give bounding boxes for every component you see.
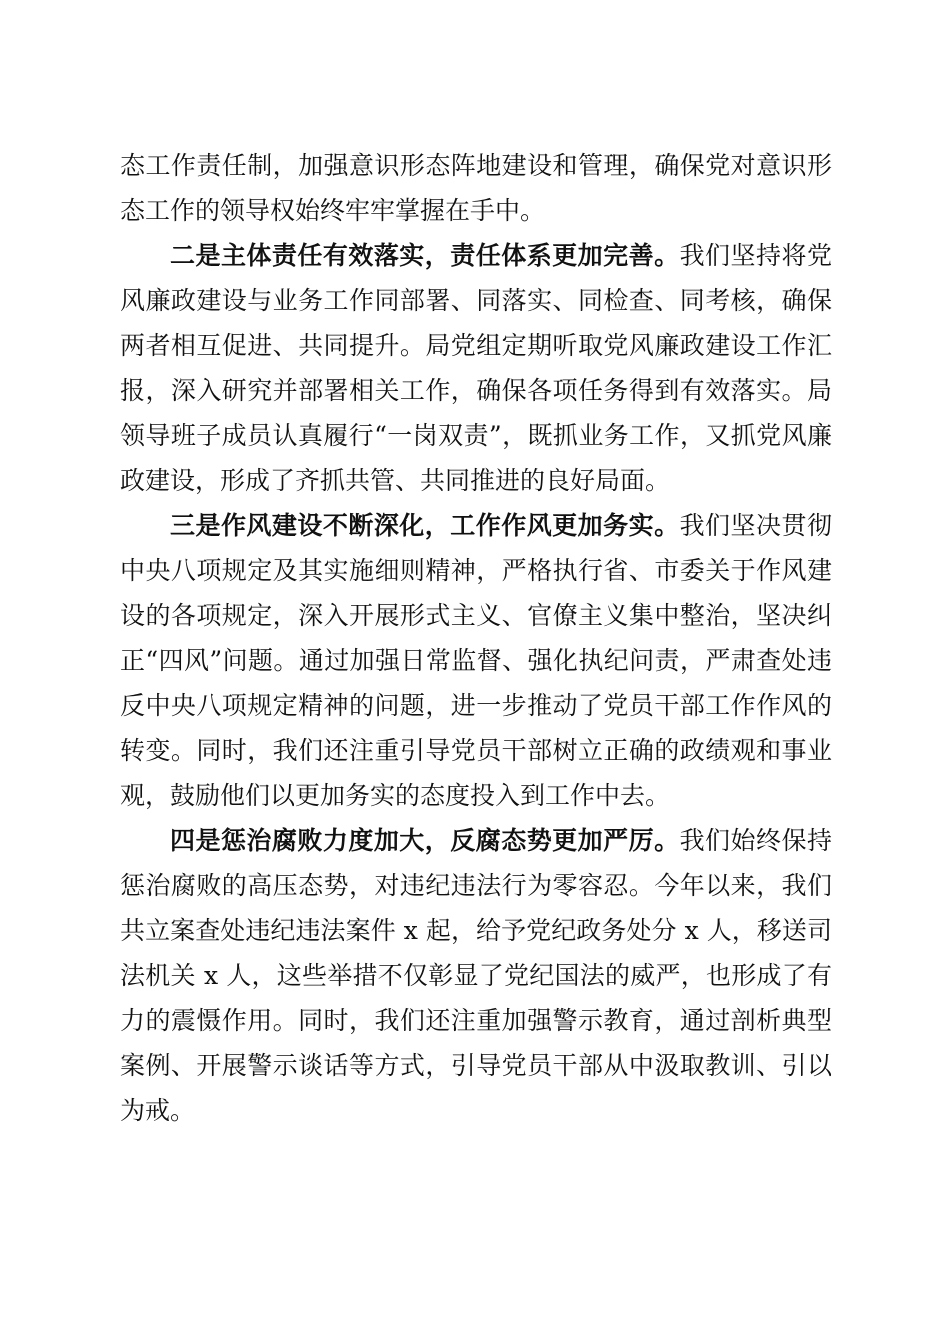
paragraph-heading: 四是惩治腐败力度加大，反腐态势更加严厉。 xyxy=(170,826,680,855)
paragraph-anti-corruption xyxy=(120,818,832,1133)
paragraph-heading: 三是作风建设不断深化，工作作风更加务实。 xyxy=(170,511,680,540)
document-body xyxy=(120,143,832,1133)
paragraph-text: 我们坚决贯彻中央八项规定及其实施细则精神，严格执行省、市委关于作风建设的各项规定，深入开展形式主义、官僚主义集中整治，坚决纠正“四风”问题。通过加强日常监督、强化执纪问责，严肃查处违反中央八项规定精神的问题，进一步推动了党员干部工作作风的转变。同时，我们还注重引导党员干部树立正确的政绩观和事业观，鼓励他们以更加务实的态度投入到工作中去。 xyxy=(120,511,832,810)
paragraph-heading: 二是主体责任有效落实，责任体系更加完善。 xyxy=(170,241,680,270)
paragraph-text: 我们坚持将党风廉政建设与业务工作同部署、同落实、同检查、同考核，确保两者相互促进、共同提升。局党组定期听取党风廉政建设工作汇报，深入研究并部署相关工作，确保各项任务得到有效落实。局领导班子成员认真履行“一岗双责”，既抓业务工作，又抓党风廉政建设，形成了齐抓共管、共同推进的良好局面。 xyxy=(120,241,832,495)
paragraph-work-style xyxy=(120,503,832,818)
paragraph-responsibility xyxy=(120,233,832,503)
paragraph-text: 我们始终保持惩治腐败的高压态势，对违纪违法行为零容忍。今年以来，我们共立案查处违纪违法案件 x 起，给予党纪政务处分 x 人，移送司法机关 x 人，这些举措不仅彰显了党纪国法的威严，也形成了有力的震慑作用。同时，我们还注重加强警示教育，通过剖析典型案例、开展警示谈话等方式，引导党员干部从中汲取教训、引以为戒。 xyxy=(120,826,832,1125)
paragraph-text: 态工作责任制，加强意识形态阵地建设和管理，确保党对意识形态工作的领导权始终牢牢掌握在手中。 xyxy=(120,151,832,225)
paragraph-continuation xyxy=(120,143,832,233)
